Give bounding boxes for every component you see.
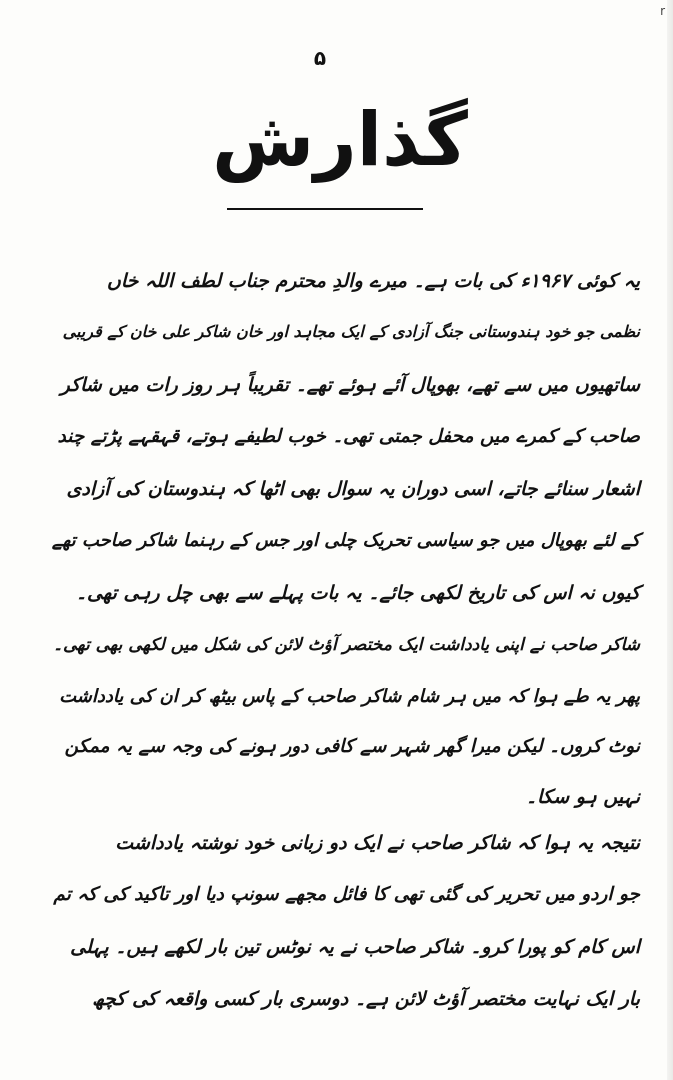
paragraph-2	[40, 832, 640, 1042]
corner-mark: r	[660, 4, 665, 18]
title-underline	[227, 208, 423, 210]
paragraph-1	[50, 270, 640, 830]
text-line: بار ایک نہایت مختصر آؤٹ لائن ہے۔ دوسری بار کسی واقعہ کی کچھ	[92, 988, 640, 1010]
text-line: ساتھیوں میں سے تھے، بھوپال آئے ہوئے تھے۔ تقریباً ہر روز رات میں شاکر	[60, 374, 640, 396]
text-line: نتیجہ یہ ہوا کہ شاکر صاحب نے ایک دو زبانی خود نوشتہ یادداشت	[115, 832, 640, 854]
text-line: نوٹ کروں۔ لیکن میرا گھر شہر سے کافی دور ہونے کی وجہ سے یہ ممکن	[64, 736, 640, 757]
text-line: کیوں نہ اس کی تاریخ لکھی جائے۔ یہ بات پہلے سے بھی چل رہی تھی۔	[75, 582, 640, 604]
text-line: صاحب کے کمرے میں محفل جمتی تھی۔ خوب لطیفے ہوتے، قہقہے پڑتے چند	[57, 426, 640, 447]
text-line: کے لئے بھوپال میں جو سیاسی تحریک چلی اور جس کے رہنما شاکر صاحب تھے	[51, 530, 640, 551]
text-line: اشعار سنائے جاتے، اسی دوران یہ سوال بھی اٹھا کہ ہندوستان کی آزادی	[66, 478, 640, 500]
text-line: نظمی جو خود ہندوستانی جنگ آزادی کے ایک مجاہد اور خان شاکر علی خان کے قریبی	[62, 322, 640, 341]
page-title: گذارش	[212, 97, 468, 183]
text-line: نہیں ہو سکا۔	[525, 786, 640, 808]
text-line: جو اردو میں تحریر کی گئی تھی کا فائل مجھے سونپ دیا اور تاکید کی کہ تم	[53, 884, 640, 905]
text-line: پھر یہ طے ہوا کہ میں ہر شام شاکر صاحب کے پاس بیٹھ کر ان کی یادداشت	[59, 686, 640, 707]
scan-edge-shadow	[667, 0, 673, 1080]
text-line: اس کام کو پورا کرو۔ شاکر صاحب نے یہ نوٹس تین بار لکھے ہیں۔ پہلی	[70, 936, 640, 958]
text-line: شاکر صاحب نے اپنی یادداشت ایک مختصر آؤٹ لائن کی شکل میں لکھی بھی تھی۔	[53, 635, 640, 655]
page-number: ۵	[313, 46, 327, 70]
text-line: یہ کوئی ۱۹۶۷ء کی بات ہے۔ میرے والدِ محترم جناب لطف اللہ خاں	[106, 270, 640, 292]
